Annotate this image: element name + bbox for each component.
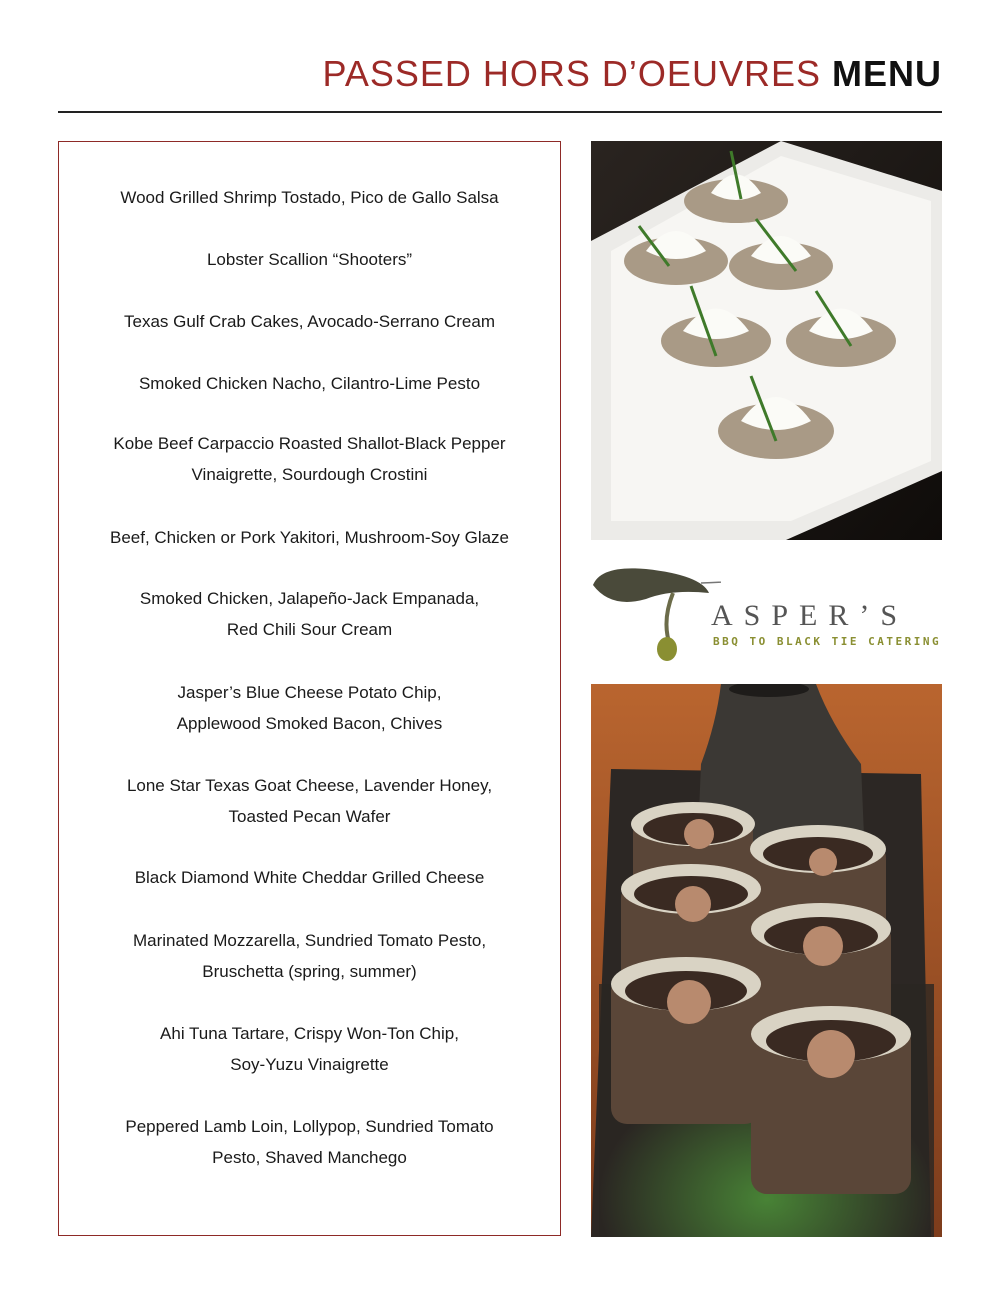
menu-item-line: Texas Gulf Crab Cakes, Avocado-Serrano Cream [123, 312, 496, 331]
photo-ceramic-cups [591, 684, 942, 1237]
menu-item-line: Beef, Chicken or Pork Yakitori, Mushroom-Soy Glaze [109, 528, 510, 547]
logo-name: ASPER’S [711, 599, 909, 632]
menu-item-line: Peppered Lamb Loin, Lollypop, Sundried Tomato [125, 1117, 494, 1136]
page-title [323, 52, 942, 96]
menu-item [59, 522, 560, 553]
menu-item [59, 1111, 560, 1173]
photo-crackers-plate [591, 141, 942, 540]
menu-item-line: Vinaigrette, Sourdough Crostini [191, 465, 428, 484]
title-menu: MENU [832, 53, 942, 94]
menu-item-line: Lone Star Texas Goat Cheese, Lavender Honey, [126, 776, 493, 795]
menu-item [59, 583, 560, 645]
menu-item [59, 182, 560, 213]
menu-item-line: Red Chili Sour Cream [226, 620, 393, 639]
menu-item-line: Marinated Mozzarella, Sundried Tomato Pesto, [132, 931, 487, 950]
menu-item-line: Applewood Smoked Bacon, Chives [176, 714, 443, 733]
menu-item-line: Black Diamond White Cheddar Grilled Cheese [134, 868, 485, 887]
menu-item-line: Toasted Pecan Wafer [228, 807, 391, 826]
menu-item [59, 770, 560, 832]
title-hors-doeuvres: PASSED HORS D’OEUVRES [322, 53, 821, 94]
menu-item-line: Kobe Beef Carpaccio Roasted Shallot-Black Pepper [113, 434, 506, 453]
menu-item-line: Pesto, Shaved Manchego [212, 1148, 407, 1167]
menu-item [59, 1018, 560, 1080]
crackers-plate-image [591, 141, 942, 540]
logo-leaf-mark [591, 563, 721, 663]
menu-item [59, 925, 560, 987]
menu-item-line: Smoked Chicken Nacho, Cilantro-Lime Pesto [138, 374, 481, 393]
menu-item [59, 862, 560, 893]
caterer-logo [591, 563, 946, 663]
menu-item [59, 368, 560, 399]
menu-item-line: Bruschetta (spring, summer) [202, 962, 417, 981]
menu-item-line: Lobster Scallion “Shooters” [206, 250, 413, 269]
menu-item [59, 244, 560, 275]
logo-tagline: BBQ TO BLACK TIE CATERING [713, 635, 942, 648]
menu-item-line: Smoked Chicken, Jalapeño-Jack Empanada, [139, 589, 480, 608]
menu-box [58, 141, 561, 1236]
menu-item [59, 306, 560, 337]
menu-item [59, 428, 560, 490]
menu-item-line: Wood Grilled Shrimp Tostado, Pico de Gallo Salsa [120, 188, 499, 207]
ceramic-cups-image [591, 684, 942, 1237]
menu-item-line: Soy-Yuzu Vinaigrette [230, 1055, 389, 1074]
menu-item [59, 677, 560, 739]
title-rule [58, 111, 942, 113]
menu-item-line: Jasper’s Blue Cheese Potato Chip, [177, 683, 442, 702]
menu-item-line: Ahi Tuna Tartare, Crispy Won-Ton Chip, [160, 1024, 459, 1043]
